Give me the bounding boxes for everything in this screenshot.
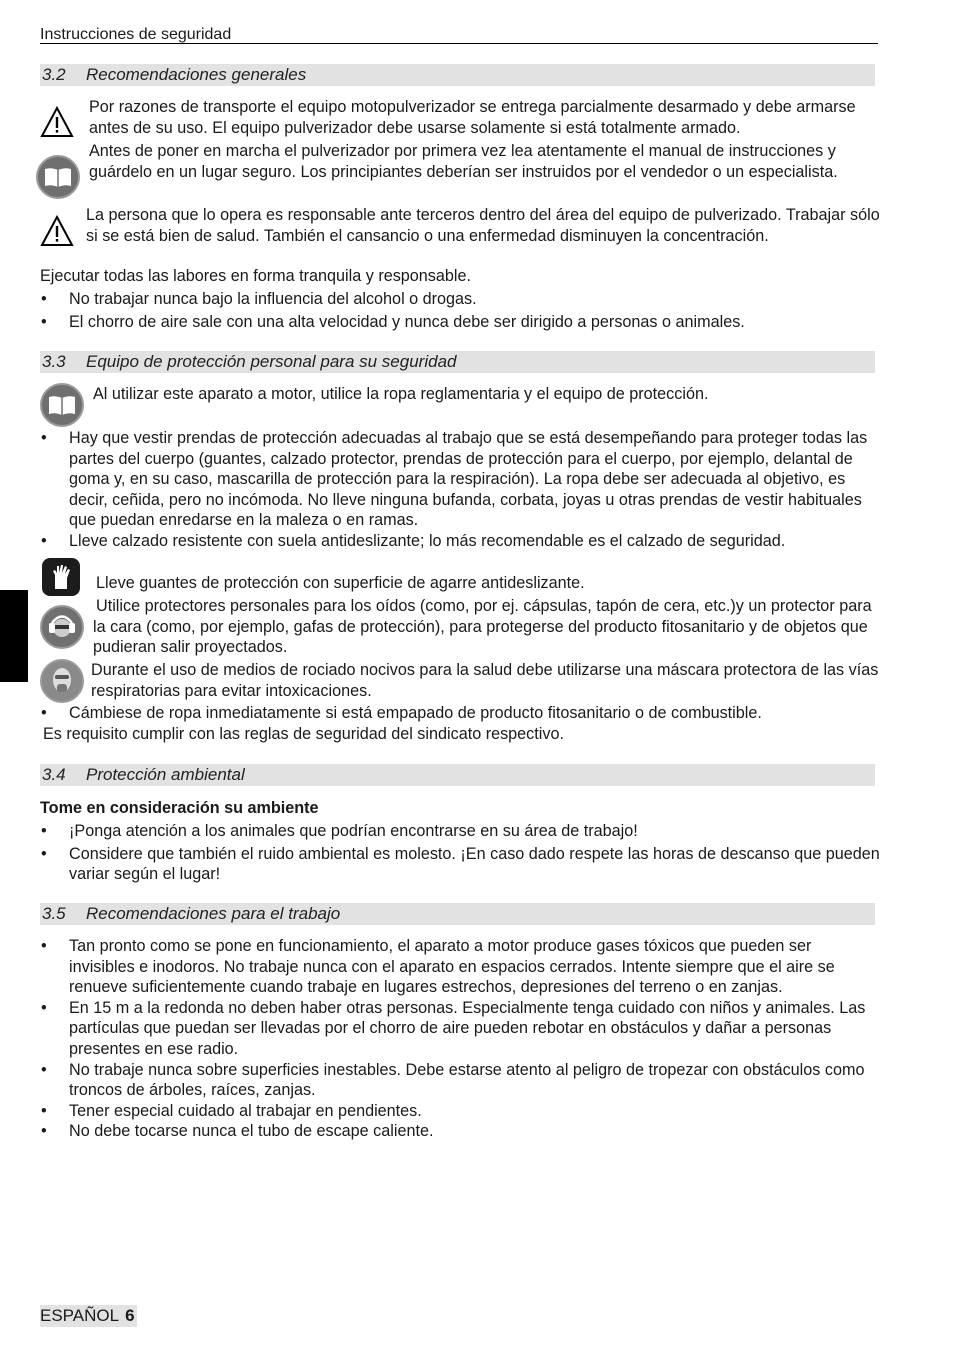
warning-text-2: La persona que lo opera es responsable ante terceros dentro del área del equipo de pulverizado. Trabajar sólo si se está bien de salud. También el cansancio o una enfermedad disminuyen la concentración. <box>86 206 880 245</box>
list-item: • No trabajar nunca bajo la influencia del alcohol o drogas. <box>40 289 880 310</box>
section-3-4-heading <box>40 764 875 786</box>
gloves-text: Lleve guantes de protección con superficie de agarre antideslizante. <box>96 574 585 592</box>
ear-face-protection-icon <box>40 605 84 649</box>
list-item: • Hay que vestir prendas de protección adecuadas al trabajo que se está desempeñando para proteger todas las partes del cuerpo (guantes, calzado protector, prendas de protección para el cuerpo, por ejemplo, delantal de goma y, en su caso, mascarilla de protección para la respiración). La ropa debe ser adecuada al objetivo, es decir, ceñida, pero no incómoda. No lleve ninguna bufanda, corbata, joyas u otras prendas de vestir habituales que puedan enredarse en la maleza o en ramas. <box>40 428 880 531</box>
footer-language: ESPAÑOL <box>40 1306 120 1325</box>
section-number: 3.2 <box>42 65 66 84</box>
manual-text-1: Antes de poner en marcha el pulverizador por primera vez lea atentamente el manual de instrucciones y guárdelo en un lugar seguro. Los principiantes deberían ser instruidos por el vendedor o un especialista. <box>89 142 838 181</box>
list-item: • El chorro de aire sale con una alta velocidad y nunca debe ser dirigido a personas o animales. <box>40 312 880 333</box>
list-item: • ¡Ponga atención a los animales que podrían encontrarse en su área de trabajo! <box>40 821 880 842</box>
section-3-5-heading <box>40 903 875 925</box>
closing-text: Es requisito cumplir con las reglas de seguridad del sindicato respectivo. <box>43 725 564 743</box>
ear-protection-text: Utilice protectores personales para los oídos (como, por ej. cápsulas, tapón de cera, etc.)y un protector para la cara (como, por ejemplo, gafas de protección), para protegerse del producto fitosanitario y de objetos que pudieran salir proyectados. <box>93 597 872 657</box>
page-number: 6 <box>125 1306 135 1325</box>
gloves-icon <box>42 558 80 596</box>
read-manual-icon <box>40 383 84 427</box>
list-item: • Cámbiese de ropa inmediatamente si está empapado de producto fitosanitario o de combustible. <box>40 703 880 724</box>
warning-icon <box>40 215 74 247</box>
section-number: 3.4 <box>42 765 66 784</box>
warning-icon <box>40 106 74 138</box>
list-item: • Considere que también el ruido ambiental es molesto. ¡En caso dado respete las horas de descanso que pueden variar según el lugar! <box>40 844 880 885</box>
list-item: • Lleve calzado resistente con suela antideslizante; lo más recomendable es el calzado de seguridad. <box>40 531 880 552</box>
bullet-list-3-3b <box>40 703 880 724</box>
bullet-list-3-5 <box>40 936 880 1142</box>
bullet-list-3-2 <box>40 289 880 332</box>
list-item: • Tener especial cuidado al trabajar en pendientes. <box>40 1101 880 1122</box>
intro-text: Ejecutar todas las labores en forma tranquila y responsable. <box>40 267 472 285</box>
list-item: • En 15 m a la redonda no deben haber otras personas. Especialmente tenga cuidado con niños y animales. Las partículas que puedan ser llevadas por el chorro de aire pueden rebotar en obstáculos y dañar a personas presentes en ese radio. <box>40 998 880 1060</box>
section-title: Recomendaciones generales <box>86 65 307 84</box>
list-item: • No debe tocarse nunca el tubo de escape caliente. <box>40 1121 880 1142</box>
page-footer <box>40 1305 137 1327</box>
warning-text-1: Por razones de transporte el equipo motopulverizador se entrega parcialmente desarmado y debe armarse antes de su uso. El equipo pulverizador debe usarse solamente si está totalmente armado. <box>89 98 856 137</box>
read-manual-icon <box>36 155 80 199</box>
language-tab-marker <box>0 590 28 682</box>
bullet-list-3-4 <box>40 821 880 885</box>
section-number: 3.3 <box>42 352 66 371</box>
section-title: Protección ambiental <box>86 765 245 784</box>
section-number: 3.5 <box>42 904 66 923</box>
section-subtitle: Tome en consideración su ambiente <box>40 799 319 817</box>
mask-text: Durante el uso de medios de rociado nocivos para la salud debe utilizarse una máscara protectora de las vías respiratorias para evitar intoxicaciones. <box>91 661 879 700</box>
list-item: • Tan pronto como se pone en funcionamiento, el aparato a motor produce gases tóxicos que pueden ser invisibles e inodoros. No trabaje nunca con el aparato en espacios cerrados. Intente siempre que el aire se renueve suficientemente cuando trabaje en lugares estrechos, depresiones del terreno o en zanjas. <box>40 936 880 998</box>
manual-text-2: Al utilizar este aparato a motor, utilice la ropa reglamentaria y el equipo de protección. <box>93 385 709 403</box>
section-3-2-heading <box>40 64 875 86</box>
respiratory-mask-icon <box>40 659 84 703</box>
section-3-3-heading <box>40 351 875 373</box>
header-title: Instrucciones de seguridad <box>40 26 232 43</box>
section-title: Equipo de protección personal para su seguridad <box>86 352 457 371</box>
list-item: • No trabaje nunca sobre superficies inestables. Debe estarse atento al peligro de tropezar con obstáculos como troncos de árboles, raíces, zanjas. <box>40 1060 880 1101</box>
page-header <box>40 24 878 44</box>
section-title: Recomendaciones para el trabajo <box>86 904 341 923</box>
bullet-list-3-3 <box>40 428 880 552</box>
